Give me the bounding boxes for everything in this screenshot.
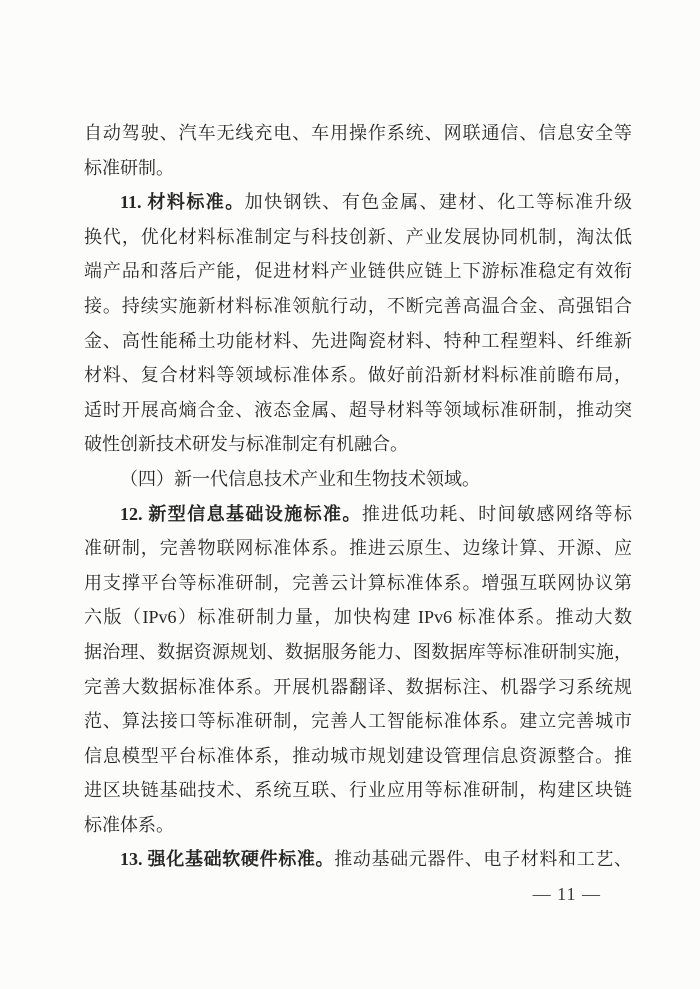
text-line: [84, 151, 632, 186]
text-run: 端产品和落后产能，促进材料产业链供应链上下游标准稳定有效衔: [84, 261, 632, 282]
text-line: [84, 324, 632, 359]
text-run: 金、高性能稀土功能材料、先进陶瓷材料、特种工程塑料、纤维新: [84, 330, 632, 351]
text-run: 破性创新技术研发与标准制定有机融合。: [84, 434, 408, 455]
text-run: 适时开展高熵合金、液态金属、超导材料等领域标准研制，推动突: [84, 399, 632, 420]
item-number: 13.: [120, 849, 148, 870]
text-line: [84, 497, 632, 532]
text-run: 进区块链基础技术、系统互联、行业应用等标准研制，构建区块链: [84, 780, 632, 801]
text-line: [84, 808, 632, 843]
text-line: [84, 185, 632, 220]
text-run: 信息模型平台标准体系，推动城市规划建设管理信息资源整合。推: [84, 745, 632, 766]
text-run: 标准体系。: [84, 814, 174, 835]
text-line: [84, 254, 632, 289]
text-line: [84, 600, 632, 635]
text-line: [84, 670, 632, 705]
item-number: 12.: [120, 503, 149, 524]
text-run: 据治理、数据资源规划、数据服务能力、图数据库等标准研制实施，: [84, 641, 632, 662]
text-line: [84, 116, 632, 151]
text-line: [84, 531, 632, 566]
document-text-block: [84, 116, 632, 877]
text-line: [84, 462, 632, 497]
text-run: 自动驾驶、汽车无线充电、车用操作系统、网联通信、信息安全等: [84, 123, 632, 143]
text-run: 推进低功耗、时间敏感网络等标: [361, 503, 632, 524]
text-run: 完善大数据标准体系。开展机器翻译、数据标注、机器学习系统规: [84, 676, 632, 697]
text-run: 换代，优化材料标准制定与科技创新、产业发展协同机制，淘汰低: [84, 226, 632, 247]
text-line: [84, 566, 632, 601]
text-line: [84, 842, 632, 877]
text-line: [84, 289, 632, 324]
item-lead-text: 强化基础软硬件标准。: [147, 849, 335, 870]
text-line: [84, 427, 632, 462]
text-run: 范、算法接口等标准研制，完善人工智能标准体系。建立完善城市: [84, 711, 632, 732]
text-line: [84, 393, 632, 428]
text-run: 加快钢铁、有色金属、建材、化工等标准升级: [244, 192, 632, 213]
text-line: [84, 635, 632, 670]
text-line: [84, 739, 632, 774]
text-line: [84, 704, 632, 739]
text-run: 准研制，完善物联网标准体系。推进云原生、边缘计算、开源、应: [84, 538, 632, 559]
text-run: 标准研制。: [84, 157, 174, 178]
page-number: — 11 —: [532, 884, 601, 904]
text-run: 六版（IPv6）标准研制力量，加快构建 IPv6 标准体系。推动大数: [84, 607, 632, 628]
item-lead-text: 新型信息基础设施标准。: [148, 503, 362, 524]
text-run: 推动基础元器件、电子材料和工艺、: [334, 849, 632, 870]
item-number: 11.: [120, 192, 148, 213]
text-line: [84, 220, 632, 255]
text-run: （四）新一代信息技术产业和生物技术领域。: [120, 468, 480, 489]
text-run: 材料、复合材料等领域标准体系。做好前沿新材料标准前瞻布局，: [84, 365, 632, 386]
text-line: [84, 358, 632, 393]
text-run: 用支撑平台等标准研制，完善云计算标准体系。增强互联网协议第: [84, 572, 632, 593]
text-line: [84, 773, 632, 808]
text-run: 接。持续实施新材料标准领航行动，不断完善高温合金、高强铝合: [84, 295, 632, 316]
item-lead-text: 材料标准。: [147, 192, 245, 213]
